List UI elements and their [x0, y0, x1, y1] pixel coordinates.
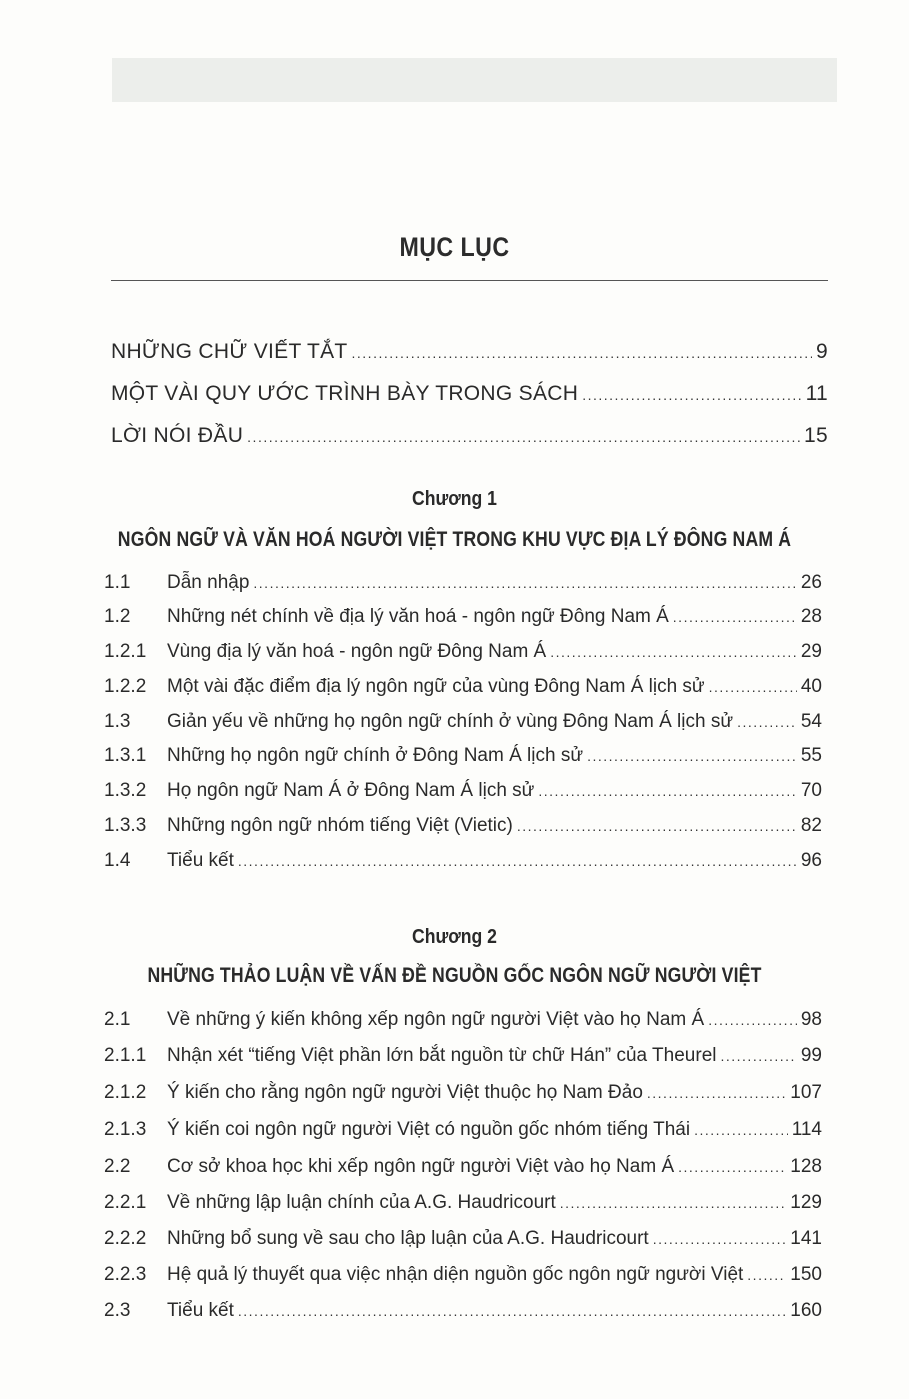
chapter-2-title: NHỮNG THẢO LUẬN VỀ VẤN ĐỀ NGUỒN GỐC NGÔN NGỮ NGƯỜI VIỆT — [147, 964, 762, 987]
toc-entry[interactable] — [104, 572, 822, 606]
leader-dots — [560, 1195, 787, 1211]
entry-page: 28 — [800, 606, 822, 627]
toc-entry[interactable] — [104, 1192, 822, 1226]
entry-number: 2.1.1 — [104, 1045, 147, 1066]
leader-dots — [587, 748, 797, 764]
entry-text: Về những ý kiến không xếp ngôn ngữ người Việt vào họ Nam Á — [167, 1009, 705, 1030]
entry-number: 2.3 — [104, 1300, 131, 1321]
entry-page: 40 — [800, 676, 822, 697]
entry-text: Tiểu kết — [167, 850, 234, 871]
entry-number: 1.1 — [104, 572, 131, 593]
entry-text: Dẫn nhập — [167, 572, 250, 593]
leader-dots — [708, 1012, 797, 1028]
toc-entry[interactable] — [104, 780, 822, 814]
entry-page: 160 — [790, 1300, 822, 1321]
entry-text: Về những lập luận chính của A.G. Haudricourt — [167, 1192, 556, 1213]
entry-number: 1.3.3 — [104, 815, 147, 836]
entry-page: 82 — [800, 815, 822, 836]
front-entry-label: MỘT VÀI QUY ƯỚC TRÌNH BÀY TRONG SÁCH — [111, 382, 579, 405]
entry-page: 141 — [790, 1228, 822, 1249]
entry-text: Họ ngôn ngữ Nam Á ở Đông Nam Á lịch sử — [167, 780, 535, 801]
toc-entry[interactable] — [104, 815, 822, 849]
toc-entry[interactable] — [104, 1264, 822, 1298]
leader-dots — [647, 1085, 786, 1101]
toc-entry[interactable] — [104, 1228, 822, 1262]
entry-text: Tiểu kết — [167, 1300, 234, 1321]
leader-dots — [247, 429, 800, 445]
front-entry-conventions[interactable] — [111, 382, 828, 418]
chapter-2-label: Chương 2 — [412, 926, 497, 948]
front-entry-page: 11 — [805, 382, 828, 405]
entry-page: 129 — [790, 1192, 822, 1213]
entry-number: 2.1.2 — [104, 1082, 147, 1103]
front-entry-page: 15 — [804, 424, 828, 447]
entry-number: 2.1.3 — [104, 1119, 147, 1140]
leader-dots — [517, 818, 797, 834]
entry-page: 128 — [790, 1156, 822, 1177]
entry-text: Những nét chính về địa lý văn hoá - ngôn ngữ Đông Nam Á — [167, 606, 669, 627]
toc-entry[interactable] — [104, 1300, 822, 1334]
toc-entry[interactable] — [104, 1045, 822, 1079]
leader-dots — [538, 783, 796, 799]
entry-page: 107 — [790, 1082, 822, 1103]
entry-number: 2.1 — [104, 1009, 131, 1030]
toc-entry[interactable] — [104, 1119, 822, 1153]
entry-number: 1.2 — [104, 606, 131, 627]
leader-dots — [582, 387, 801, 403]
leader-dots — [747, 1267, 786, 1283]
toc-entry[interactable] — [104, 676, 822, 710]
entry-page: 150 — [790, 1264, 822, 1285]
front-entry-label: NHỮNG CHỮ VIẾT TẮT — [111, 340, 348, 363]
entry-page: 114 — [791, 1119, 822, 1140]
entry-number: 1.3 — [104, 711, 131, 732]
toc-entry[interactable] — [104, 711, 822, 745]
leader-dots — [253, 575, 796, 591]
title-rule — [111, 280, 828, 281]
entry-number: 1.2.1 — [104, 641, 147, 662]
entry-text: Ý kiến cho rằng ngôn ngữ người Việt thuộc họ Nam Đảo — [167, 1082, 643, 1103]
entry-page: 98 — [800, 1009, 822, 1030]
front-entry-label: LỜI NÓI ĐẦU — [111, 424, 244, 447]
entry-text: Ý kiến coi ngôn ngữ người Việt có nguồn gốc nhóm tiếng Thái — [167, 1119, 691, 1140]
entry-number: 1.3.1 — [104, 745, 147, 766]
entry-number: 2.2 — [104, 1156, 131, 1177]
entry-number: 1.2.2 — [104, 676, 147, 697]
entry-number: 2.2.3 — [104, 1264, 147, 1285]
entry-number: 2.2.2 — [104, 1228, 147, 1249]
entry-page: 29 — [800, 641, 822, 662]
leader-dots — [653, 1231, 787, 1247]
toc-entry[interactable] — [104, 1082, 822, 1116]
entry-text: Những ngôn ngữ nhóm tiếng Việt (Vietic) — [167, 815, 513, 836]
entry-text: Vùng địa lý văn hoá - ngôn ngữ Đông Nam Á — [167, 641, 547, 662]
entry-text: Một vài đặc điểm địa lý ngôn ngữ của vùng Đông Nam Á lịch sử — [167, 676, 705, 697]
entry-text: Những họ ngôn ngữ chính ở Đông Nam Á lịch sử — [167, 745, 584, 766]
toc-entry[interactable] — [104, 1156, 822, 1190]
entry-page: 54 — [800, 711, 822, 732]
entry-number: 2.2.1 — [104, 1192, 147, 1213]
leader-dots — [678, 1159, 786, 1175]
leader-dots — [720, 1048, 796, 1064]
entry-text: Cơ sở khoa học khi xếp ngôn ngữ người Việt vào họ Nam Á — [167, 1156, 675, 1177]
leader-dots — [709, 679, 797, 695]
chapter-1-title: NGÔN NGỮ VÀ VĂN HOÁ NGƯỜI VIỆT TRONG KHU VỰC ĐỊA LÝ ĐÔNG NAM Á — [117, 528, 792, 551]
leader-dots — [550, 644, 797, 660]
front-entry-preface[interactable] — [111, 424, 828, 460]
leader-dots — [694, 1122, 788, 1138]
entry-page: 55 — [800, 745, 822, 766]
entry-page: 70 — [800, 780, 822, 801]
toc-entry[interactable] — [104, 745, 822, 779]
entry-text: Những bổ sung về sau cho lập luận của A.G. Haudricourt — [167, 1228, 649, 1249]
leader-dots — [238, 853, 797, 869]
leader-dots — [352, 345, 813, 361]
entry-number: 1.3.2 — [104, 780, 147, 801]
entry-page: 96 — [800, 850, 822, 871]
bleed-through-header — [112, 58, 837, 102]
entry-number: 1.4 — [104, 850, 131, 871]
page-title: MỤC LỤC — [399, 232, 510, 262]
entry-text: Giản yếu về những họ ngôn ngữ chính ở vùng Đông Nam Á lịch sử — [167, 711, 734, 732]
entry-text: Nhận xét “tiếng Việt phần lớn bắt nguồn từ chữ Hán” của Theurel — [167, 1045, 717, 1066]
leader-dots — [673, 609, 797, 625]
front-entry-page: 9 — [816, 340, 828, 363]
toc-entry[interactable] — [104, 850, 822, 884]
entry-text: Hệ quả lý thuyết qua việc nhận diện nguồn gốc ngôn ngữ người Việt — [167, 1264, 744, 1285]
toc-entry[interactable] — [104, 1009, 822, 1043]
leader-dots — [737, 714, 797, 730]
leader-dots — [238, 1303, 786, 1319]
front-entry-abbreviations[interactable] — [111, 340, 828, 376]
toc-entry[interactable] — [104, 606, 822, 640]
toc-entry[interactable] — [104, 641, 822, 675]
chapter-1-label: Chương 1 — [412, 488, 497, 510]
entry-page: 99 — [800, 1045, 822, 1066]
entry-page: 26 — [800, 572, 822, 593]
